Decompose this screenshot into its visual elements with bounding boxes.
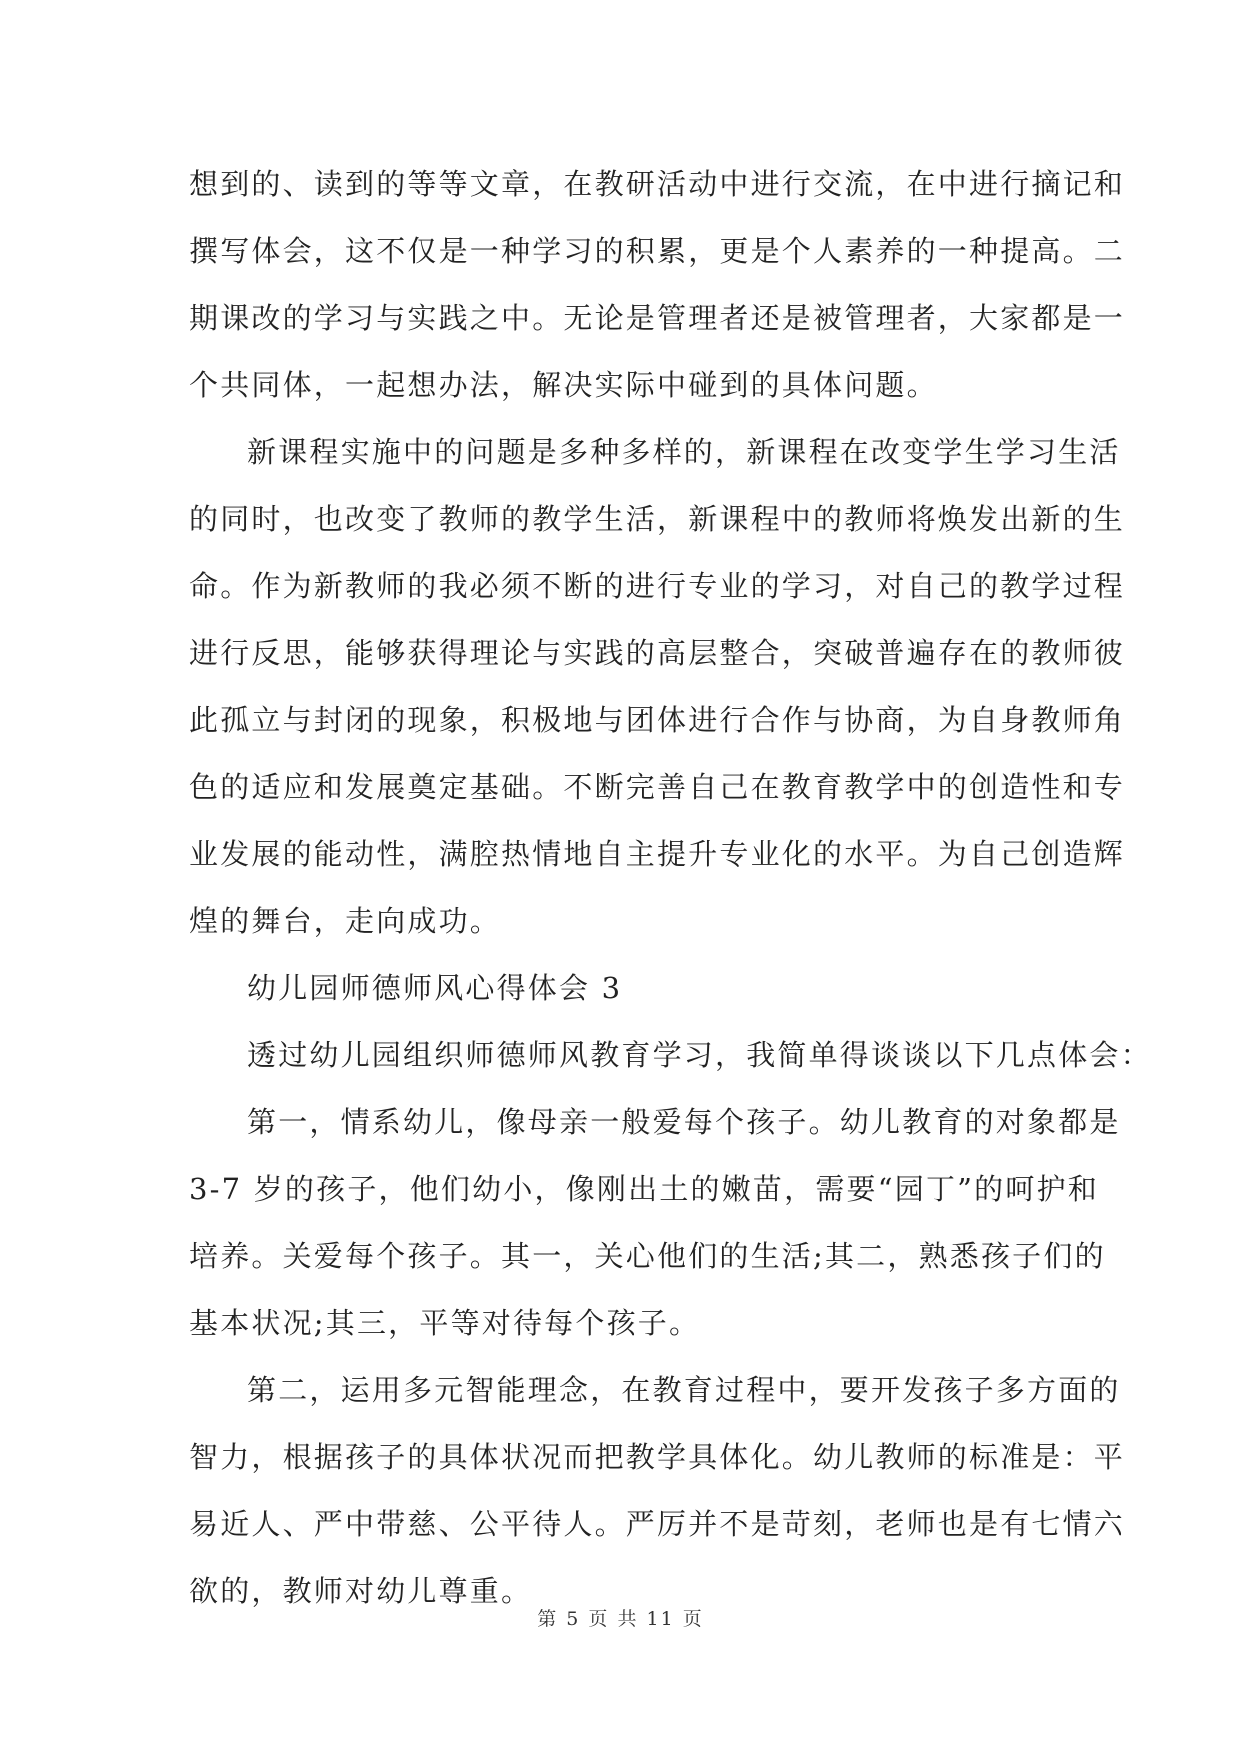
text-line: 命。作为新教师的我必须不断的进行专业的学习，对自己的教学过程 [189, 569, 1126, 603]
text-line: 培养。关爱每个孩子。其一，关心他们的生活;其二，熟悉孩子们的 [189, 1239, 1106, 1273]
text-line: 进行反思，能够获得理论与实践的高层整合，突破普遍存在的教师彼 [189, 636, 1126, 670]
text-line: 3-7 岁的孩子，他们幼小，像刚出土的嫩苗，需要“园丁”的呵护和 [189, 1172, 1099, 1206]
text-line: 第一，情系幼儿，像母亲一般爱每个孩子。幼儿教育的对象都是 [247, 1105, 1121, 1139]
text-line: 期课改的学习与实践之中。无论是管理者还是被管理者，大家都是一 [189, 301, 1126, 335]
footer-page-number: 5 [566, 1608, 581, 1630]
text-line: 的同时，也改变了教师的教学生活，新课程中的教师将焕发出新的生 [189, 502, 1126, 536]
text-line: 撰写体会，这不仅是一种学习的积累，更是个人素养的一种提高。二 [189, 234, 1126, 268]
text-line: 煌的舞台，走向成功。 [189, 904, 502, 938]
text-line: 易近人、严中带慈、公平待人。严厉并不是苛刻，老师也是有七情六 [189, 1507, 1126, 1541]
text-line: 个共同体，一起想办法，解决实际中碰到的具体问题。 [189, 368, 938, 402]
text-line: 智力，根据孩子的具体状况而把教学具体化。幼儿教师的标准是：平 [189, 1440, 1126, 1474]
text-line: 基本状况;其三，平等对待每个孩子。 [189, 1306, 701, 1340]
footer-middle: 页 共 [588, 1608, 639, 1630]
text-line: 透过幼儿园组织师德师风教育学习，我简单得谈谈以下几点体会： [247, 1038, 1152, 1072]
text-line: 业发展的能动性，满腔热情地自主提升专业化的水平。为自己创造辉 [189, 837, 1126, 871]
page-footer [0, 1606, 1241, 1632]
footer-total-pages: 11 [646, 1608, 675, 1630]
text-line: 想到的、读到的等等文章，在教研活动中进行交流，在中进行摘记和 [189, 167, 1126, 201]
text-line: 此孤立与封闭的现象，积极地与团体进行合作与协商，为自身教师角 [189, 703, 1126, 737]
section-heading: 幼儿园师德师风心得体会 3 [247, 971, 623, 1005]
text-line: 色的适应和发展奠定基础。不断完善自己在教育教学中的创造性和专 [189, 770, 1126, 804]
footer-prefix: 第 [537, 1608, 559, 1630]
footer-suffix: 页 [682, 1608, 704, 1630]
text-line: 第二，运用多元智能理念，在教育过程中，要开发孩子多方面的 [247, 1373, 1121, 1407]
text-line: 欲的，教师对幼儿尊重。 [189, 1574, 533, 1608]
text-line: 新课程实施中的问题是多种多样的，新课程在改变学生学习生活 [247, 435, 1121, 469]
